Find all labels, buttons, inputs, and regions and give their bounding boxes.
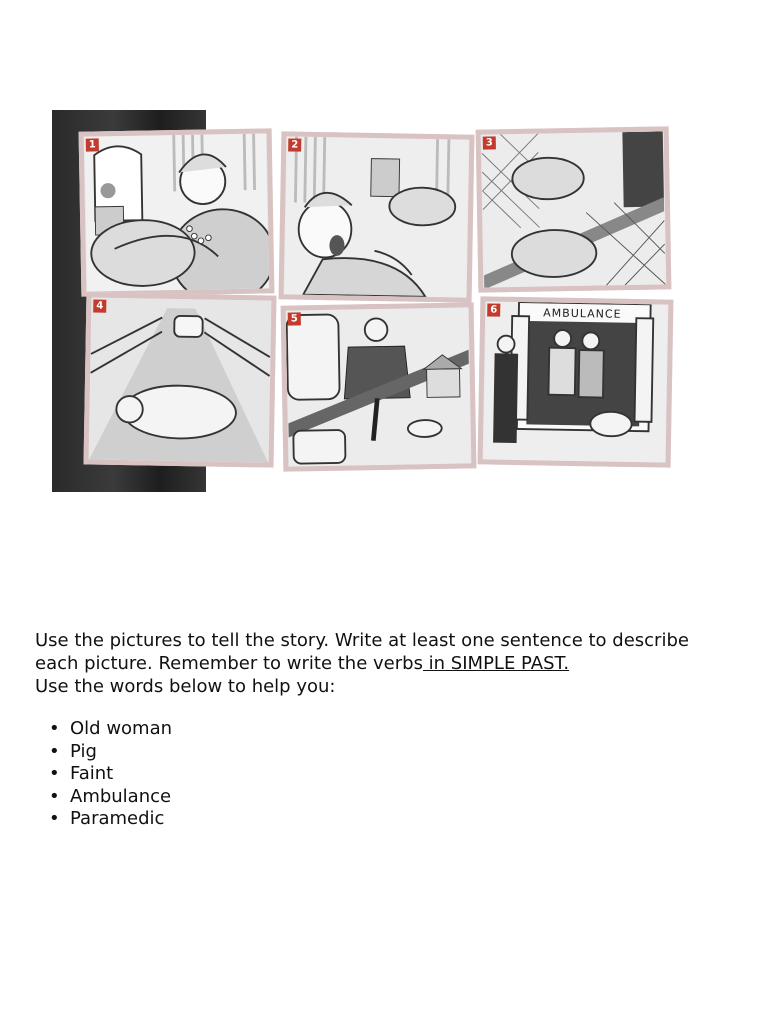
list-item: • Old woman xyxy=(35,718,172,741)
panel-number-badge: 4 xyxy=(93,299,106,312)
instructions-text: Use the pictures to tell the story. Write at least one sentence to describe each picture. Remember to write the verbs xyxy=(35,630,689,674)
story-panel-2 xyxy=(279,131,475,302)
story-panel-6 xyxy=(478,296,674,467)
panel-number-badge: 2 xyxy=(288,138,301,151)
panel-number-badge: 5 xyxy=(288,312,301,325)
story-panel-1 xyxy=(79,128,275,296)
list-item: • Ambulance xyxy=(35,786,172,809)
woman-hugging-pig-illustration xyxy=(84,133,270,291)
pig-on-road-illustration xyxy=(89,297,272,462)
instructions-emphasis: in SIMPLE PAST. xyxy=(422,653,570,674)
story-panel-4 xyxy=(84,292,277,467)
ambulance-scene-illustration xyxy=(483,301,669,462)
panel-number-badge: 1 xyxy=(86,138,99,151)
instructions-paragraph xyxy=(35,629,735,698)
list-item: • Faint xyxy=(35,763,172,786)
man-and-pig-illustration xyxy=(286,307,472,466)
list-item: • Pig xyxy=(35,741,172,764)
ambulance-sign: AMBULANCE xyxy=(543,306,622,321)
panel-number-badge: 3 xyxy=(483,136,496,149)
pig-fence-illustration xyxy=(481,131,667,287)
word-list xyxy=(35,718,172,831)
woman-fainting-illustration xyxy=(284,136,470,297)
instructions-prompt: Use the words below to help you: xyxy=(35,676,336,697)
story-panel-3 xyxy=(476,126,672,292)
list-item: • Paramedic xyxy=(35,808,172,831)
panel-number-badge: 6 xyxy=(487,303,500,316)
story-panel-5 xyxy=(281,302,477,471)
